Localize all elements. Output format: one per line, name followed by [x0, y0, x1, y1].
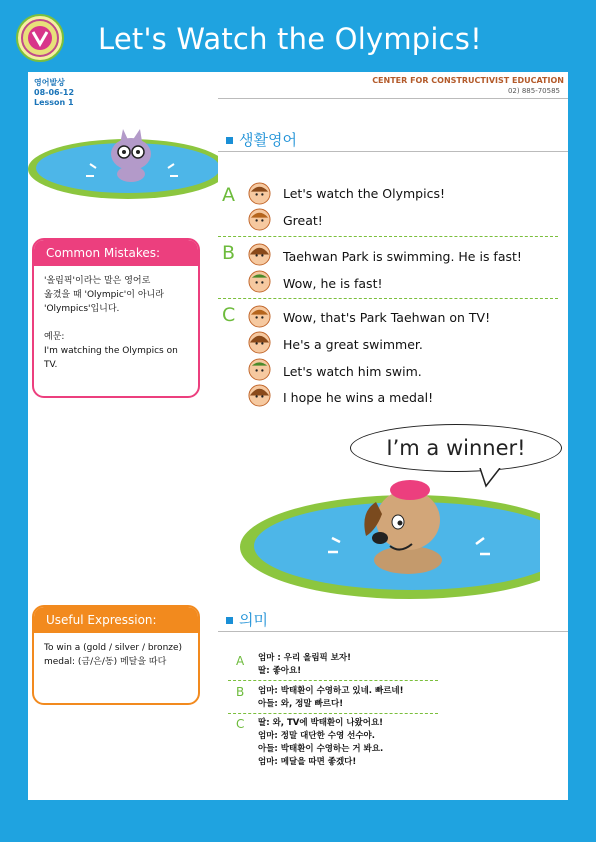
speech-bubble — [350, 424, 562, 472]
dashed-divider — [228, 713, 438, 714]
mom-face-icon — [248, 243, 271, 266]
meaning-section-title: 의미 — [239, 611, 268, 629]
useful-expression-box — [32, 605, 200, 705]
top-divider — [218, 98, 568, 99]
dashed-divider — [228, 680, 438, 681]
page-title: Let's Watch the Olympics! — [98, 22, 482, 56]
worksheet — [28, 72, 568, 800]
useful-expression-title: Useful Expression: — [34, 607, 198, 633]
useful-expression-body: To win a (gold / silver / bronze) medal: (금/은/동) 메달을 따다 — [44, 643, 183, 667]
dialogue-letter-b: B — [222, 242, 236, 264]
center-phone: 02) 885-70585 — [507, 87, 560, 95]
meaning-line: 엄마 : 우리 올림픽 보자! — [258, 653, 352, 663]
dialogue-line: Wow, he is fast! — [283, 276, 383, 291]
common-mistakes-body: '올림픽'이라는 말은 영어로 옮겼을 때 'Olympic'이 아니라 'Olympics'입니다. 예문: I'm watching the Olympics on TV. — [44, 276, 178, 370]
lesson-meta — [34, 78, 74, 108]
dog-swimmer-illustration — [240, 472, 540, 602]
girl-face-icon — [248, 305, 271, 328]
dialogue-line: Great! — [283, 213, 323, 228]
dashed-divider — [218, 236, 558, 237]
date-label: 08-06-12 — [34, 88, 75, 97]
section-square-icon — [226, 137, 233, 144]
dialogue-line: Let's watch the Olympics! — [283, 186, 445, 201]
meaning-line: 엄마: 정말 대단한 수영 선수야. — [258, 731, 375, 741]
raccoon-swimmer-illustration — [28, 124, 218, 204]
meaning-line: 아들: 박태환이 수영하는 거 봐요. — [258, 744, 384, 754]
meaning-section-header — [218, 608, 568, 632]
dialogue-line: He's a great swimmer. — [283, 337, 423, 352]
lesson-label: Lesson 1 — [34, 98, 74, 107]
dashed-divider — [218, 298, 558, 299]
girl-face-icon — [248, 182, 271, 205]
common-mistakes-box — [32, 238, 200, 398]
speech-bubble-text: I’m a winner! — [386, 436, 526, 460]
section-square-icon — [226, 617, 233, 624]
dialogue-section-header — [218, 128, 568, 152]
school-logo — [16, 14, 64, 62]
dialogue-section-title: 생활영어 — [239, 131, 297, 149]
meaning-line: 딸: 좋아요! — [258, 666, 302, 676]
meaning-line: 아들: 와, 정말 빠르다! — [258, 699, 344, 709]
common-mistakes-title: Common Mistakes: — [34, 240, 198, 266]
category-label: 영어발상 — [34, 78, 65, 87]
meaning-letter-a: A — [236, 654, 245, 668]
dialogue-letter-c: C — [222, 304, 236, 326]
dialogue-letter-a: A — [222, 184, 235, 206]
dialogue-line: Wow, that's Park Taehwan on TV! — [283, 310, 491, 325]
mom-face-icon — [248, 331, 271, 354]
meaning-line: 엄마: 메달을 따면 좋겠다! — [258, 757, 357, 767]
dialogue-line: Taehwan Park is swimming. He is fast! — [283, 249, 522, 264]
boy-face-icon — [248, 270, 271, 293]
boy-face-icon — [248, 358, 271, 381]
meaning-line: 엄마: 박태환이 수영하고 있네. 빠르네! — [258, 686, 404, 696]
meaning-line: 딸: 와, TV에 박태환이 나왔어요! — [258, 718, 384, 728]
mom-face-icon — [248, 384, 271, 407]
center-name: CENTER FOR CONSTRUCTIVIST EDUCATION — [372, 76, 564, 85]
dialogue-line: I hope he wins a medal! — [283, 390, 434, 405]
girl-face-icon — [248, 208, 271, 231]
meaning-letter-c: C — [236, 717, 245, 731]
dialogue-line: Let's watch him swim. — [283, 364, 422, 379]
meaning-letter-b: B — [236, 685, 245, 699]
